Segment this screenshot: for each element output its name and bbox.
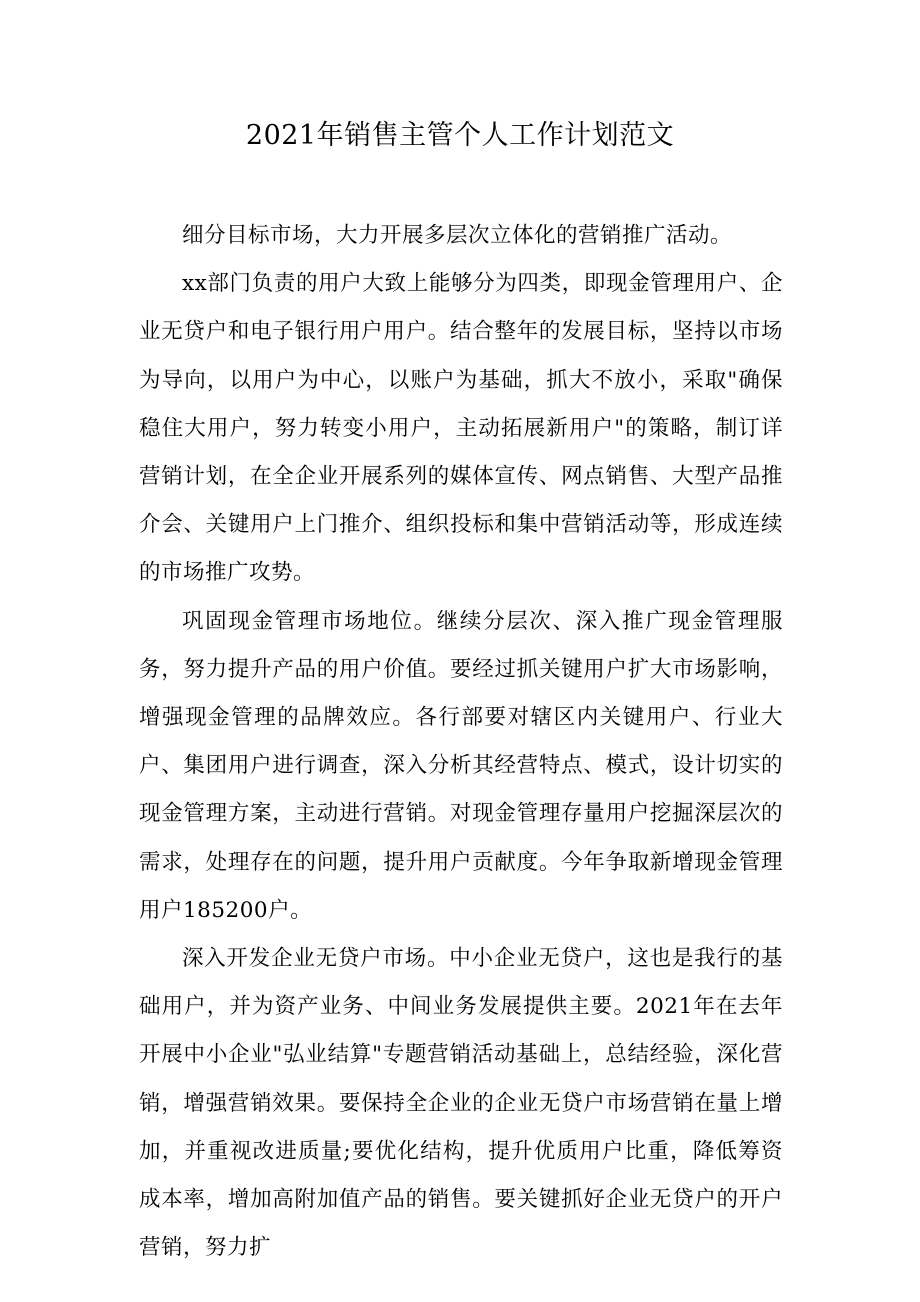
document-body xyxy=(139,212,783,1272)
paragraph: xx部门负责的用户大致上能够分为四类，即现金管理用户、企业无贷户和电子银行用户用户。结合整年的发展目标，坚持以市场为导向，以用户为中心，以账户为基础，抓大不放小，采取"确保稳住大用户，努力转变小用户，主动拓展新用户"的策略，制订详营销计划，在全企业开展系列的媒体宣传、网点销售、大型产品推介会、关键用户上门推介、组织投标和集中营销活动等，形成连续的市场推广攻势。 xyxy=(139,271,783,586)
document-title: 2021年销售主管个人工作计划范文 xyxy=(245,120,675,151)
paragraph: 巩固现金管理市场地位。继续分层次、深入推广现金管理服务，努力提升产品的用户价值。要经过抓关键用户扩大市场影响，增强现金管理的品牌效应。各行部要对辖区内关键用户、行业大户、集团用户进行调查，深入分析其经营特点、模式，设计切实的现金管理方案，主动进行营销。对现金管理存量用户挖掘深层次的需求，处理存在的问题，提升用户贡献度。今年争取新增现金管理用户185200户。 xyxy=(139,608,783,923)
paragraph: 深入开发企业无贷户市场。中小企业无贷户，这也是我行的基础用户，并为资产业务、中间业务发展提供主要。2021年在去年开展中小企业"弘业结算"专题营销活动基础上，总结经验，深化营销，增强营销效果。要保持全企业的企业无贷户市场营销在量上增加，并重视改进质量;要优化结构，提升优质用户比重，降低筹资成本率，增加高附加值产品的销售。要关键抓好企业无贷户的开户营销，努力扩 xyxy=(139,946,783,1261)
paragraph: 细分目标市场，大力开展多层次立体化的营销推广活动。 xyxy=(182,223,733,248)
